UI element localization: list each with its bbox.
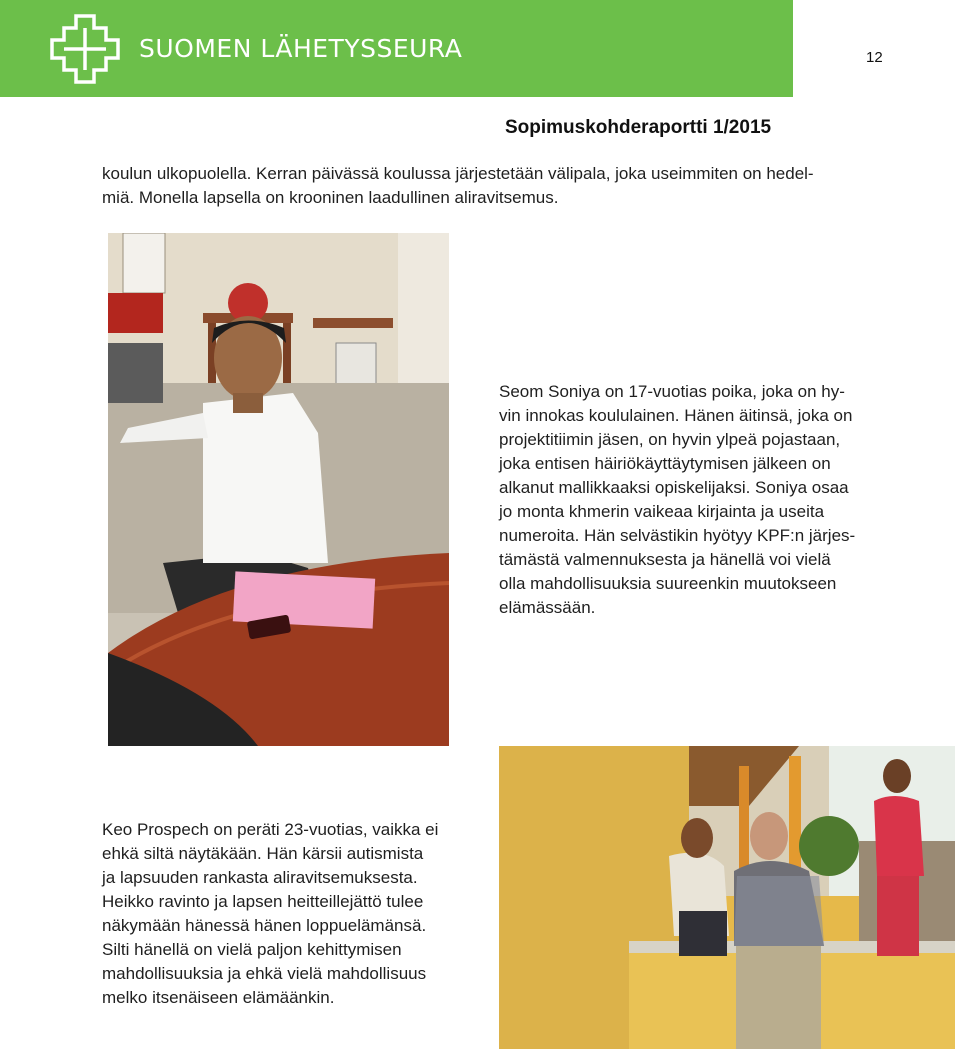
- intro-paragraph: [102, 162, 814, 210]
- text-line: vin innokas koululainen. Hänen äitinsä, joka on: [499, 406, 853, 425]
- soniya-paragraph: [499, 380, 855, 620]
- text-line: mahdollisuuksia ja ehkä vielä mahdollisuus: [102, 964, 427, 983]
- text-line: koulun ulkopuolella. Kerran päivässä koulussa järjestetään välipala, joka useimmiten on hedel-: [102, 164, 814, 183]
- text-line: tämästä valmennuksesta ja hänellä voi vielä: [499, 550, 831, 569]
- text-line: näkymään hänessä hänen loppuelämänsä.: [102, 916, 427, 935]
- text-line: Seom Soniya on 17-vuotias poika, joka on hy-: [499, 382, 845, 401]
- text-line: projektitiimin jäsen, on hyvin ylpeä pojastaan,: [499, 430, 841, 449]
- text-line: jo monta khmerin vaikeaa kirjainta ja useita: [499, 502, 825, 521]
- report-title: Sopimuskohderaportti 1/2015: [505, 117, 772, 138]
- text-line: ehkä siltä näytäkään. Hän kärsii autismista: [102, 844, 424, 863]
- text-line: melko itsenäiseen elämäänkin.: [102, 988, 335, 1007]
- photo-soniya-at-desk: [108, 233, 449, 746]
- text-line: elämässään.: [499, 598, 596, 617]
- text-line: Silti hänellä on vielä paljon kehittymisen: [102, 940, 402, 959]
- text-line: Keo Prospech on peräti 23-vuotias, vaikka ei: [102, 820, 439, 839]
- organization-name: SUOMEN LÄHETYSSEURA: [139, 34, 463, 63]
- text-line: Heikko ravinto ja lapsen heitteillejättö tulee: [102, 892, 424, 911]
- keo-paragraph: [102, 818, 438, 1010]
- text-line: alkanut mallikkaaksi opiskelijaksi. Soniya osaa: [499, 478, 849, 497]
- photo-keo-with-visitors: [499, 746, 955, 1049]
- text-line: ja lapsuuden rankasta aliravitsemuksesta.: [102, 868, 418, 887]
- page-number: 12: [866, 49, 883, 66]
- cross-logo-icon: [50, 14, 120, 84]
- text-line: miä. Monella lapsella on krooninen laadullinen aliravitsemus.: [102, 188, 559, 207]
- text-line: numeroita. Hän selvästikin hyötyy KPF:n järjes-: [499, 526, 856, 545]
- text-line: olla mahdollisuuksia suureenkin muutokseen: [499, 574, 837, 593]
- header-band: [0, 0, 793, 97]
- text-line: joka entisen häiriökäyttäytymisen jälkeen on: [499, 454, 831, 473]
